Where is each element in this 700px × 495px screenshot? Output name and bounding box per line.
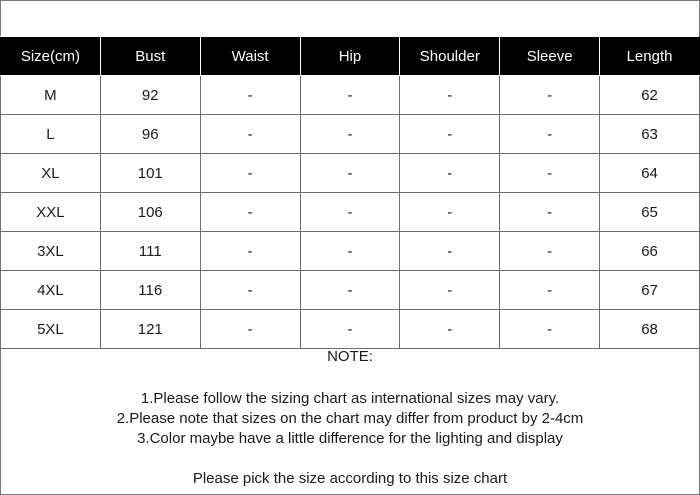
cell-bust: 96	[100, 115, 200, 154]
header-cell-bust: Bust	[100, 37, 200, 76]
cell-bust: 101	[100, 154, 200, 193]
cell-shoulder: -	[400, 154, 500, 193]
table-row	[1, 232, 700, 271]
table-row	[1, 115, 700, 154]
cell-hip: -	[300, 271, 400, 310]
header-row	[1, 37, 700, 76]
cell-bust: 106	[100, 193, 200, 232]
cell-size: L	[1, 115, 101, 154]
cell-bust: 92	[100, 76, 200, 115]
table-row	[1, 193, 700, 232]
table-row	[1, 154, 700, 193]
size-chart-body	[1, 76, 700, 349]
cell-hip: -	[300, 154, 400, 193]
header-cell-shoulder: Shoulder	[400, 37, 500, 76]
cell-hip: -	[300, 115, 400, 154]
cell-bust: 116	[100, 271, 200, 310]
cell-shoulder: -	[400, 232, 500, 271]
cell-waist: -	[200, 154, 300, 193]
note-line-3: 3.Color maybe have a little difference for the lighting and display	[137, 430, 563, 447]
cell-length: 68	[600, 310, 700, 349]
cell-size: XXL	[1, 193, 101, 232]
cell-waist: -	[200, 271, 300, 310]
cell-hip: -	[300, 310, 400, 349]
table-row	[1, 76, 700, 115]
cell-bust: 121	[100, 310, 200, 349]
note-footer: Please pick the size according to this size chart	[192, 470, 508, 487]
cell-sleeve: -	[500, 76, 600, 115]
cell-waist: -	[200, 232, 300, 271]
note-line-2: 2.Please note that sizes on the chart may differ from product by 2-4cm	[116, 410, 584, 427]
cell-length: 67	[600, 271, 700, 310]
cell-sleeve: -	[500, 310, 600, 349]
cell-bust: 111	[100, 232, 200, 271]
cell-length: 62	[600, 76, 700, 115]
cell-size: M	[1, 76, 101, 115]
header-cell-hip: Hip	[300, 37, 400, 76]
cell-shoulder: -	[400, 271, 500, 310]
cell-size: XL	[1, 154, 101, 193]
cell-sleeve: -	[500, 115, 600, 154]
cell-sleeve: -	[500, 271, 600, 310]
cell-size: 3XL	[1, 232, 101, 271]
header-cell-size: Size(cm)	[1, 37, 101, 76]
cell-sleeve: -	[500, 232, 600, 271]
table-row	[1, 310, 700, 349]
cell-shoulder: -	[400, 310, 500, 349]
header-cell-length: Length	[600, 37, 700, 76]
cell-shoulder: -	[400, 193, 500, 232]
header-cell-waist: Waist	[200, 37, 300, 76]
cell-hip: -	[300, 232, 400, 271]
cell-hip: -	[300, 76, 400, 115]
cell-length: 65	[600, 193, 700, 232]
cell-waist: -	[200, 115, 300, 154]
cell-hip: -	[300, 193, 400, 232]
cell-sleeve: -	[500, 193, 600, 232]
cell-length: 63	[600, 115, 700, 154]
cell-sleeve: -	[500, 154, 600, 193]
cell-waist: -	[200, 310, 300, 349]
header-cell-sleeve: Sleeve	[500, 37, 600, 76]
cell-shoulder: -	[400, 76, 500, 115]
cell-length: 64	[600, 154, 700, 193]
cell-size: 4XL	[1, 271, 101, 310]
size-chart-table	[0, 36, 700, 349]
cell-shoulder: -	[400, 115, 500, 154]
size-chart-header	[1, 37, 700, 76]
note-title: NOTE:	[327, 348, 373, 365]
cell-size: 5XL	[1, 310, 101, 349]
cell-waist: -	[200, 193, 300, 232]
note-line-1: 1.Please follow the sizing chart as international sizes may vary.	[140, 390, 560, 407]
cell-waist: -	[200, 76, 300, 115]
table-row	[1, 271, 700, 310]
cell-length: 66	[600, 232, 700, 271]
